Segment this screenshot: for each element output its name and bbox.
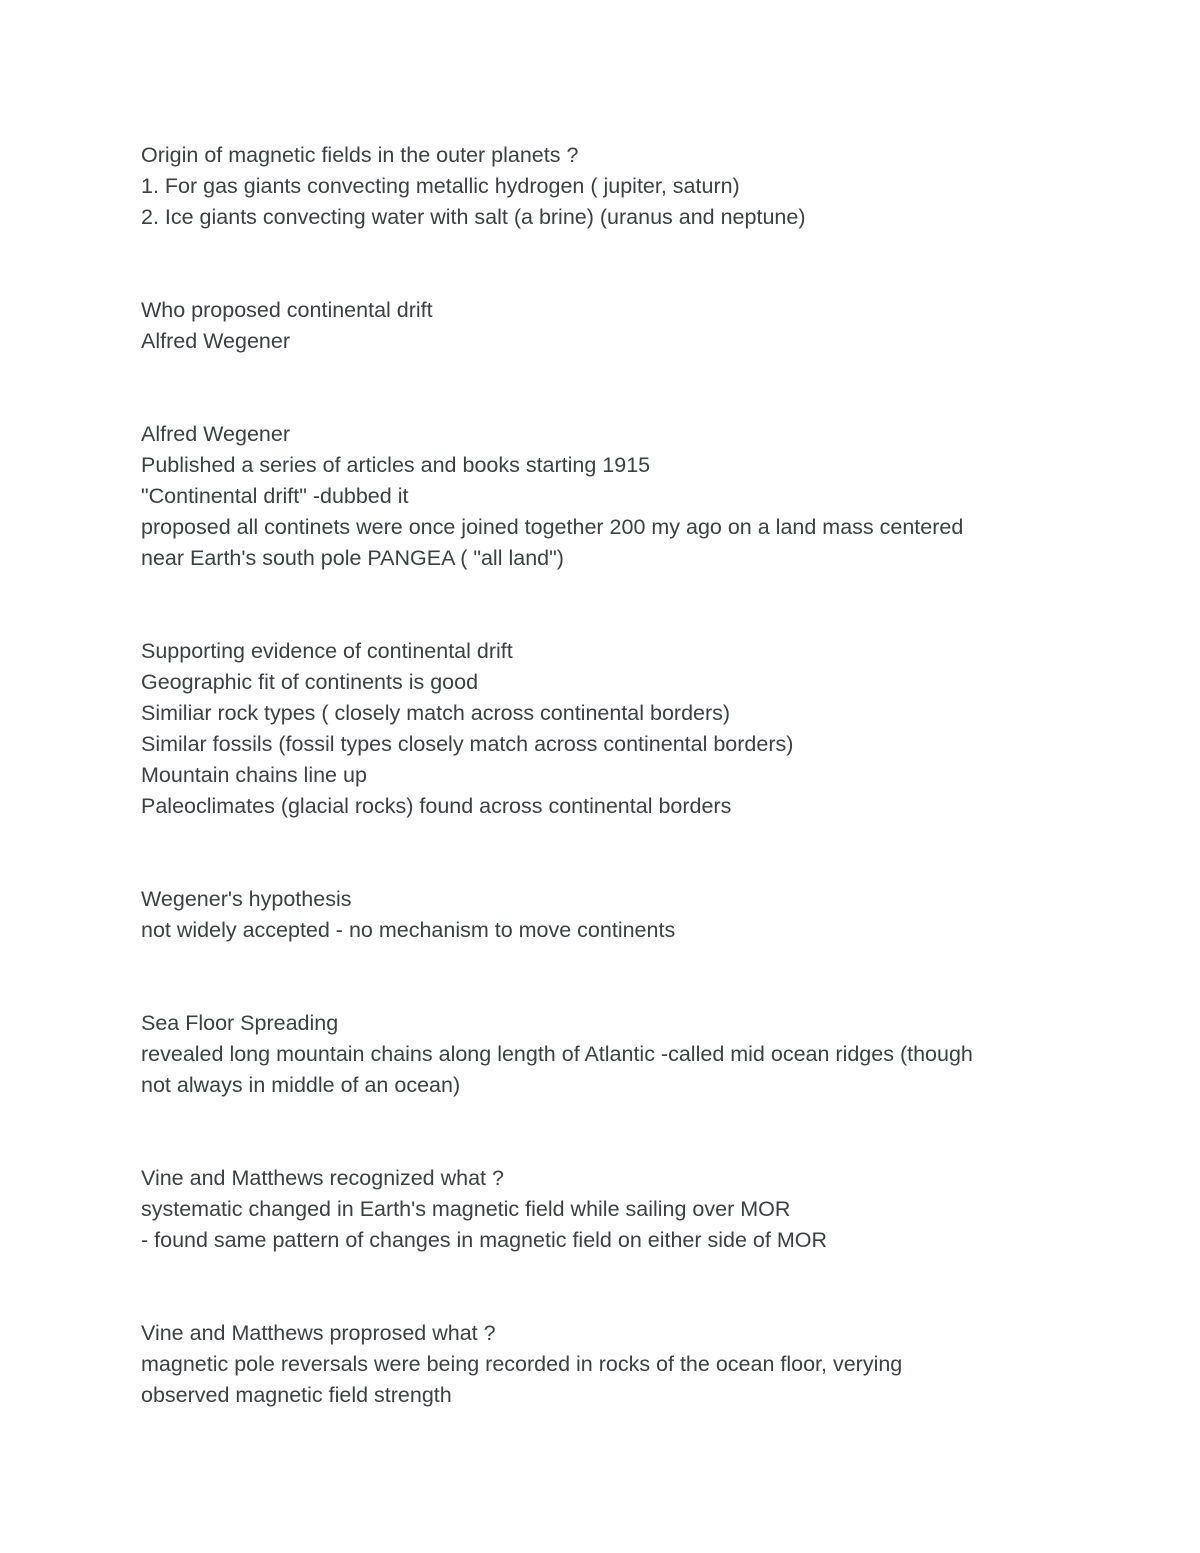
text-line: Paleoclimates (glacial rocks) found across continental borders [141,794,732,818]
text-line: systematic changed in Earth's magnetic field while sailing over MOR [141,1197,791,1221]
text-line: "Continental drift" -dubbed it [141,484,409,508]
text-line: Mountain chains line up [141,763,367,787]
text-line: - found same pattern of changes in magnetic field on either side of MOR [141,1228,827,1252]
text-line: 1. For gas giants convecting metallic hydrogen ( jupiter, saturn) [141,174,740,198]
text-line: revealed long mountain chains along length of Atlantic -called mid ocean ridges (though [141,1042,973,1066]
section-heading: Supporting evidence of continental drift [141,639,513,663]
text-line: magnetic pole reversals were being recorded in rocks of the ocean floor, verying [141,1352,903,1376]
section-heading: Sea Floor Spreading [141,1011,339,1035]
section-sea-floor-spreading [141,1008,1141,1101]
text-line: Published a series of articles and books starting 1915 [141,453,651,477]
section-outer-planet-magnetic-fields [141,140,1141,233]
text-line: 2. Ice giants convecting water with salt (a brine) (uranus and neptune) [141,205,806,229]
section-heading: Wegener's hypothesis [141,887,352,911]
text-line: Geographic fit of continents is good [141,670,479,694]
section-heading: Vine and Matthews proprosed what ? [141,1321,496,1345]
text-line: Alfred Wegener [141,329,290,353]
section-heading: Vine and Matthews recognized what ? [141,1166,504,1190]
section-vine-matthews-recognized [141,1163,1141,1256]
section-continental-drift-proposer [141,295,1141,357]
text-line: proposed all continets were once joined together 200 my ago on a land mass centered [141,515,964,539]
text-line: Similiar rock types ( closely match across continental borders) [141,701,731,725]
section-wegener-hypothesis [141,884,1141,946]
text-line: observed magnetic field strength [141,1383,452,1407]
section-heading: Origin of magnetic fields in the outer planets ? [141,143,579,167]
text-line: not always in middle of an ocean) [141,1073,461,1097]
section-vine-matthews-proposed [141,1318,1141,1411]
document-page [141,140,1141,1411]
section-alfred-wegener [141,419,1141,574]
text-line: near Earth's south pole PANGEA ( "all land") [141,546,564,570]
text-line: not widely accepted - no mechanism to move continents [141,918,676,942]
section-supporting-evidence [141,636,1141,822]
text-line: Similar fossils (fossil types closely match across continental borders) [141,732,794,756]
section-heading: Who proposed continental drift [141,298,433,322]
section-heading: Alfred Wegener [141,422,290,446]
